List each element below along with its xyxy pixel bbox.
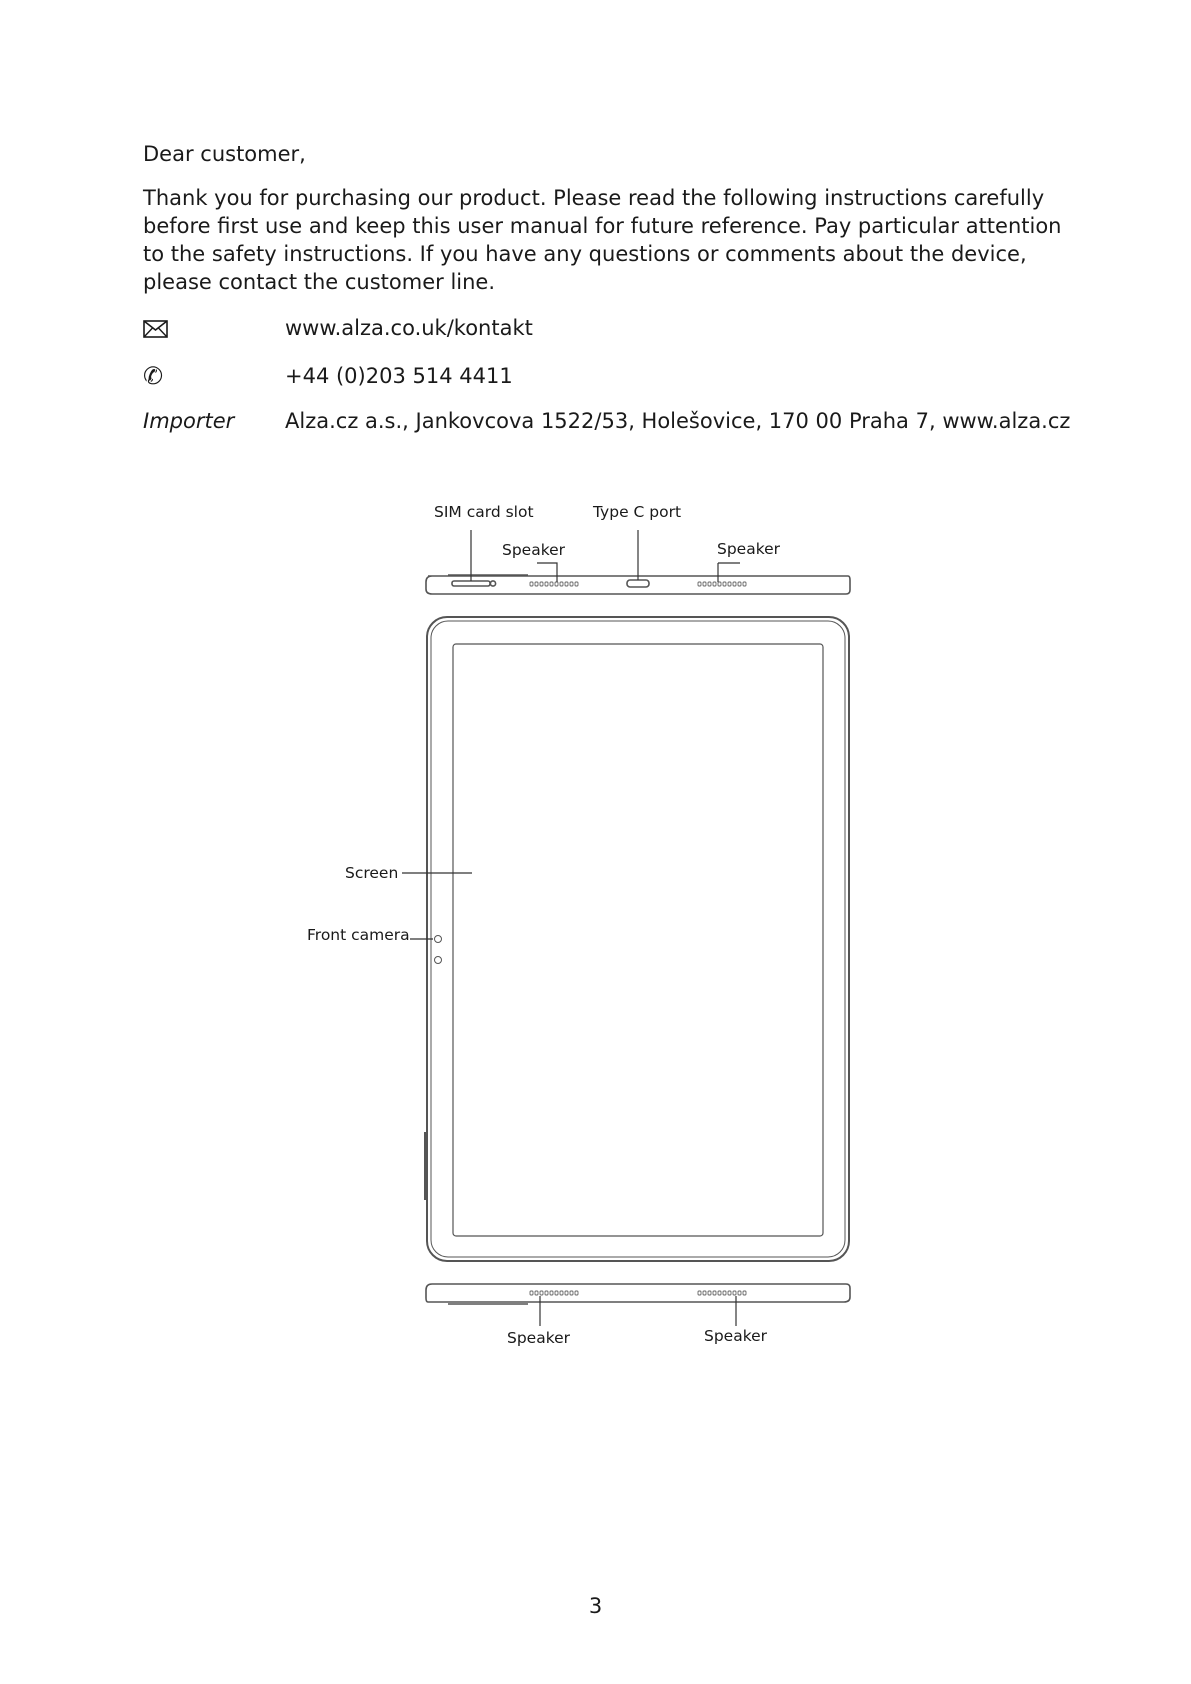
contact-web-link[interactable]: www.alza.co.uk/kontakt [285, 316, 533, 340]
tablet-front-view [425, 617, 849, 1261]
label-top-speaker-right: Speaker [717, 540, 781, 558]
label-top-speaker-left: Speaker [502, 541, 566, 559]
front-camera [435, 936, 442, 943]
light-sensor [435, 957, 442, 964]
importer-value: Alza.cz a.s., Jankovcova 1522/53, Holešovice, 170 00 Praha 7, www.alza.cz [285, 409, 1071, 433]
label-front-camera: Front camera [307, 926, 410, 944]
page-number: 3 [588, 1594, 603, 1618]
tablet-bottom-edge [426, 1284, 850, 1304]
top-speaker-grille-right [698, 582, 746, 586]
label-sim-card-slot: SIM card slot [434, 503, 534, 521]
greeting: Dear customer, [143, 142, 306, 166]
contact-phone-number: +44 (0)203 514 4411 [285, 364, 513, 388]
intro-paragraph: Thank you for purchasing our product. Please read the following instructions carefully before first use and keep this user manual for future reference. Pay particular attention to the safety instructions. If you have any questions or comments about the device, please contact the customer line. [143, 186, 1062, 294]
label-type-c-port: Type C port [593, 503, 682, 521]
bottom-speaker-grille-right [698, 1291, 746, 1295]
top-speaker-grille-left [530, 582, 578, 586]
label-bottom-speaker-right: Speaker [704, 1327, 768, 1345]
importer-label: Importer [143, 409, 235, 433]
front-leader-lines [402, 873, 472, 939]
label-bottom-speaker-left: Speaker [507, 1329, 571, 1347]
phone-icon: ✆ [143, 362, 164, 390]
bottom-speaker-grille-left [530, 1291, 578, 1295]
label-screen: Screen [345, 864, 399, 882]
bottom-leader-lines [540, 1296, 736, 1326]
tablet-screen [453, 644, 823, 1236]
